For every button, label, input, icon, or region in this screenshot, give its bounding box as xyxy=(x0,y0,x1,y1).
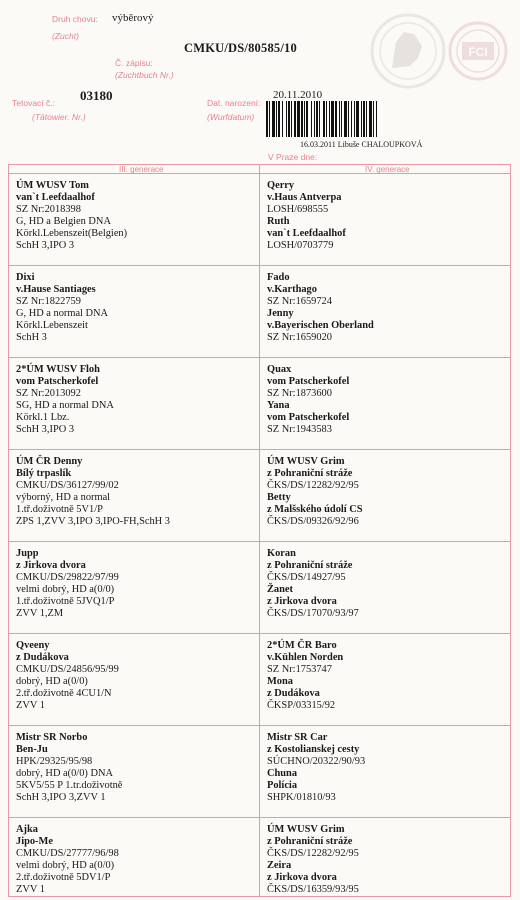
dog-detail-line: SZ Nr:1943583 xyxy=(267,424,332,436)
pedigree-number: CMKU/DS/80585/10 xyxy=(184,41,297,55)
table-row xyxy=(9,358,510,450)
gen4-ancestors-cell xyxy=(267,824,359,897)
dog-detail-line: 5KV5/55 P 1.tr.doživotně xyxy=(16,780,123,792)
dog-name-line: ÚM ČR Denny xyxy=(16,456,83,467)
dog-detail-line: 1.tř.doživotně 5JVQ1/P xyxy=(16,596,115,608)
breed-label xyxy=(52,14,98,42)
gen3-ancestor-cell xyxy=(16,548,119,621)
dog-name-line: Mona xyxy=(267,676,293,688)
dog-name-line: z Jirkova dvora xyxy=(267,596,337,608)
dog-name-line: z Kostolianskej cesty xyxy=(267,744,360,756)
dog-detail-line: ČKS/DS/12282/92/95 xyxy=(267,848,359,860)
birth-label-de: (Wurfdatum) xyxy=(207,112,255,122)
dog-name-line: Žanet xyxy=(267,584,293,596)
dog-detail-line: G, HD a normal DNA xyxy=(16,308,109,320)
dog-detail-line: ZPS 1,ZVV 3,IPO 3,IPO-FH,SchH 3 xyxy=(16,516,170,528)
dog-name-line: Betty xyxy=(267,492,291,504)
dog-name-line: Quax xyxy=(267,364,292,375)
dog-detail-line: SG, HD a normal DNA xyxy=(16,400,114,412)
birth-label-cz: Dat. narození: xyxy=(207,98,261,108)
dog-name-line: Jenny xyxy=(267,308,294,320)
stamp-fci-text: FCI xyxy=(468,45,488,59)
dog-name-line: Mistr SR Norbo xyxy=(16,732,88,743)
gen3-ancestor-cell xyxy=(16,364,114,437)
dog-name-line: ÚM WUSV Tom xyxy=(16,180,89,191)
dog-name-line: Bílý trpaslík xyxy=(16,468,72,480)
dog-detail-line: velmi dobrý, HD a(0/0) xyxy=(16,860,115,872)
dog-name-line: Chuna xyxy=(267,768,298,780)
pedigree-no-label-de: (Zuchtbuch Nr.) xyxy=(115,70,174,80)
dog-name-line: z Dudákova xyxy=(267,688,320,700)
dog-detail-line: SZ Nr:1873600 xyxy=(267,388,332,400)
dog-detail-line: HPK/29325/95/98 xyxy=(16,756,93,768)
dog-detail-line: CMKU/DS/27777/96/98 xyxy=(16,848,119,860)
dog-detail-line: ZVV 1,ZM xyxy=(16,608,64,620)
dog-name-line: z Pohraniční stráže xyxy=(267,560,353,572)
col-header-gen4: IV. generace xyxy=(365,165,410,174)
dog-detail-line: dobrý, HD a(0/0) xyxy=(16,676,88,688)
gen4-ancestors-cell xyxy=(267,364,349,437)
table-row xyxy=(9,266,510,358)
dog-detail-line: 1.tř.doživotně 5V1/P xyxy=(16,504,103,516)
barcode-bar xyxy=(377,101,378,137)
dog-detail-line: LOSH/698555 xyxy=(267,204,329,216)
gen3-ancestor-cell xyxy=(16,640,119,713)
dog-detail-line: SchH 3,IPO 3,ZVV 1 xyxy=(16,792,106,804)
dog-detail-line: SÚCHNO/20322/90/93 xyxy=(267,756,366,768)
dog-detail-line: velmi dobrý, HD a(0/0) xyxy=(16,584,115,596)
table-row xyxy=(9,542,510,634)
dog-detail-line: Körkl.Lebenszeit(Belgien) xyxy=(16,228,128,240)
dog-name-line: v.Bayerischen Oberland xyxy=(267,320,374,332)
dog-name-line: v.Kühlen Norden xyxy=(267,652,344,664)
dog-detail-line: Körkl.Lebenszeit xyxy=(16,320,88,332)
dog-detail-line: SZ Nr:1659724 xyxy=(267,296,332,308)
dog-name-line: Jupp xyxy=(16,548,39,559)
gen4-ancestors-cell xyxy=(267,640,343,713)
gen4-ancestors-cell xyxy=(267,456,363,529)
gen4-ancestors-cell xyxy=(267,548,359,621)
dog-name-line: Ben-Ju xyxy=(16,744,48,756)
dog-detail-line: SZ Nr:2013092 xyxy=(16,388,81,400)
breed-label-cz: Druh chovu: xyxy=(52,14,98,24)
issue-date-signature: 16.03.2011 Libuše CHALOUPKOVÁ xyxy=(300,140,423,149)
dog-detail-line: SchH 3 xyxy=(16,332,47,344)
dog-name-line: Jipo-Me xyxy=(16,836,53,848)
dog-detail-line: LOSH/0703779 xyxy=(267,240,334,252)
dog-name-line: z Jirkova dvora xyxy=(16,560,86,572)
issue-place-label: V Praze dne: xyxy=(268,152,318,162)
col-header-gen3: III. generace xyxy=(119,165,164,174)
table-row xyxy=(9,818,510,900)
dog-detail-line: ČKSP/03315/92 xyxy=(267,700,336,712)
gen3-ancestor-cell xyxy=(16,732,122,805)
dog-name-line: v.Hause Santiages xyxy=(16,284,96,296)
dog-name-line: z Dudákova xyxy=(16,652,69,664)
table-row xyxy=(9,634,510,726)
breed-value: výběrový xyxy=(112,12,154,24)
dog-detail-line: 2.tř.doživotně 5DV1/P xyxy=(16,872,111,884)
dog-name-line: vom Patscherkofel xyxy=(16,376,99,388)
dog-name-line: Fado xyxy=(267,272,290,283)
dog-name-line: Zeira xyxy=(267,860,292,872)
pedigree-no-label-cz: Č. zápisu: xyxy=(115,58,153,68)
dog-detail-line: ZVV 1 xyxy=(16,700,45,712)
gen4-ancestors-cell xyxy=(267,180,346,253)
gen3-ancestor-cell xyxy=(16,180,127,253)
dog-detail-line: SZ Nr:2018398 xyxy=(16,204,81,216)
dog-name-line: vom Patscherkofel xyxy=(267,412,350,424)
dog-name-line: Qveeny xyxy=(16,640,50,651)
birth-date: 20.11.2010 xyxy=(273,89,323,101)
table-row xyxy=(9,450,510,542)
dog-detail-line: SZ Nr:1753747 xyxy=(267,664,332,676)
pedigree-no-label xyxy=(115,58,174,81)
dog-name-line: z Jirkova dvora xyxy=(267,872,337,884)
dog-detail-line: 2.tř.doživotně 4CU1/N xyxy=(16,688,112,700)
dog-detail-line: výborný, HD a normal xyxy=(16,492,111,504)
dog-detail-line: ZVV 1 xyxy=(16,884,45,896)
dog-name-line: vom Patscherkofel xyxy=(267,376,350,388)
gen3-ancestor-cell xyxy=(16,824,119,897)
dog-detail-line: Körkl.1 Lbz. xyxy=(16,412,70,424)
dog-detail-line: ČKS/DS/09326/92/96 xyxy=(267,516,359,528)
dog-detail-line: SZ Nr:1659020 xyxy=(267,332,332,344)
dog-name-line: Yana xyxy=(267,400,290,412)
dog-detail-line: SHPK/01810/93 xyxy=(267,792,336,804)
table-row xyxy=(9,726,510,818)
dog-detail-line: CMKU/DS/29822/97/99 xyxy=(16,572,119,584)
dog-name-line: Koran xyxy=(267,548,296,559)
dog-name-line: Qerry xyxy=(267,180,295,191)
dog-name-line: Ajka xyxy=(16,824,38,835)
tattoo-label-cz: Tetovací č.: xyxy=(12,98,55,108)
table-row xyxy=(9,174,510,266)
dog-name-line: 2*ÚM WUSV Floh xyxy=(16,364,100,375)
breed-label-de: (Zucht) xyxy=(52,31,79,41)
dog-detail-line: ČKS/DS/16359/93/95 xyxy=(267,884,359,896)
barcode xyxy=(266,101,510,137)
dog-name-line: ÚM WUSV Grim xyxy=(267,824,345,835)
gen4-ancestors-cell xyxy=(267,272,374,345)
tattoo-label-de: (Tätowier. Nr.) xyxy=(32,112,86,122)
dog-detail-line: ČKS/DS/12282/92/95 xyxy=(267,480,359,492)
dog-name-line: van`t Leefdaalhof xyxy=(267,228,346,240)
tattoo-number: 03180 xyxy=(80,88,113,103)
dog-detail-line: G, HD a Belgien DNA xyxy=(16,216,111,228)
dog-name-line: Dixi xyxy=(16,272,35,283)
dog-detail-line: SchH 3,IPO 3 xyxy=(16,424,75,436)
dog-name-line: Polícia xyxy=(267,780,298,792)
gen3-ancestor-cell xyxy=(16,272,108,345)
dog-detail-line: SZ Nr:1822759 xyxy=(16,296,81,308)
dog-detail-line: SchH 3,IPO 3 xyxy=(16,240,75,252)
dog-name-line: van`t Leefdaalhof xyxy=(16,192,95,204)
generations-table xyxy=(8,164,511,897)
dog-name-line: v.Haus Antverpa xyxy=(267,192,342,204)
gen3-ancestor-cell xyxy=(16,456,170,529)
dog-detail-line: ČKS/DS/14927/95 xyxy=(267,572,346,584)
dog-name-line: z Pohraniční stráže xyxy=(267,836,353,848)
dog-detail-line: dobrý, HD a(0/0) DNA xyxy=(16,768,113,780)
dog-name-line: 2*ÚM ČR Baro xyxy=(267,640,337,651)
dog-name-line: ÚM WUSV Grim xyxy=(267,456,345,467)
dog-name-line: Mistr SR Car xyxy=(267,732,328,743)
dog-name-line: v.Karthago xyxy=(267,284,317,296)
dog-detail-line: CMKU/DS/36127/99/02 xyxy=(16,480,119,492)
dog-name-line: z Malšského údolí CS xyxy=(267,504,363,516)
dog-name-line: Ruth xyxy=(267,216,290,228)
tattoo-label xyxy=(12,98,86,123)
dog-name-line: z Pohraniční stráže xyxy=(267,468,353,480)
fci-stamp-seal xyxy=(370,6,510,96)
gen4-ancestors-cell xyxy=(267,732,365,805)
birth-label xyxy=(207,98,260,123)
dog-detail-line: ČKS/DS/17070/93/97 xyxy=(267,608,359,620)
dog-detail-line: CMKU/DS/24856/95/99 xyxy=(16,664,119,676)
